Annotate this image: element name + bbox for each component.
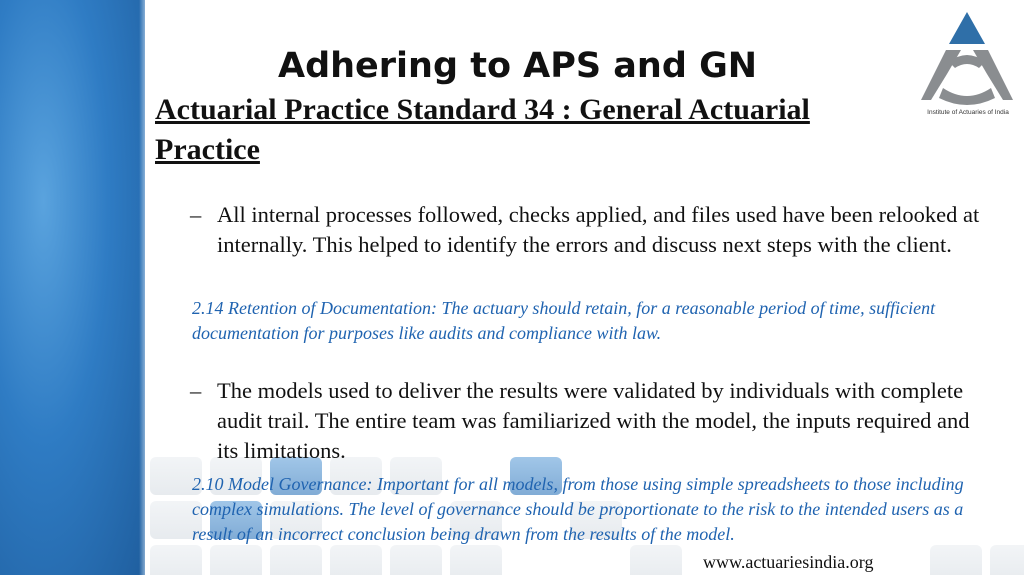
standard-quote: 2.14 Retention of Documentation: The actuary should retain, for a reasonable period of time, sufficient documentation for purposes like audits and compliance with law. — [192, 298, 936, 343]
bullet-item — [190, 376, 980, 466]
slide-subtitle: Actuarial Practice Standard 34 : General Actuarial Practice — [155, 93, 810, 166]
dash-marker: – — [190, 378, 202, 403]
standard-quote: 2.10 Model Governance: Important for all models, from those using simple spreadsheets to those including complex simulations. The level of governance should be proportionate to the risk to the intended users as a result of an incorrect conclusion being drawn from the results of the model. — [192, 474, 964, 544]
slide-title: Adhering to APS and GN — [278, 46, 758, 86]
logo-caption: Institute of Actuaries of India — [927, 109, 1009, 116]
iai-triangle-logo-icon — [917, 8, 1017, 118]
footer-website-link[interactable]: www.actuariesindia.org — [703, 552, 874, 572]
bullet-text: The models used to deliver the results were validated by individuals with complete audit trail. The entire team was familiarized with the model, the inputs required and its limitations. — [217, 378, 970, 463]
bullet-item — [190, 200, 980, 260]
dash-marker: – — [190, 202, 202, 227]
bullet-text: All internal processes followed, checks applied, and files used have been relooked at internally. This helped to identify the errors and discuss next steps with the client. — [217, 202, 980, 257]
